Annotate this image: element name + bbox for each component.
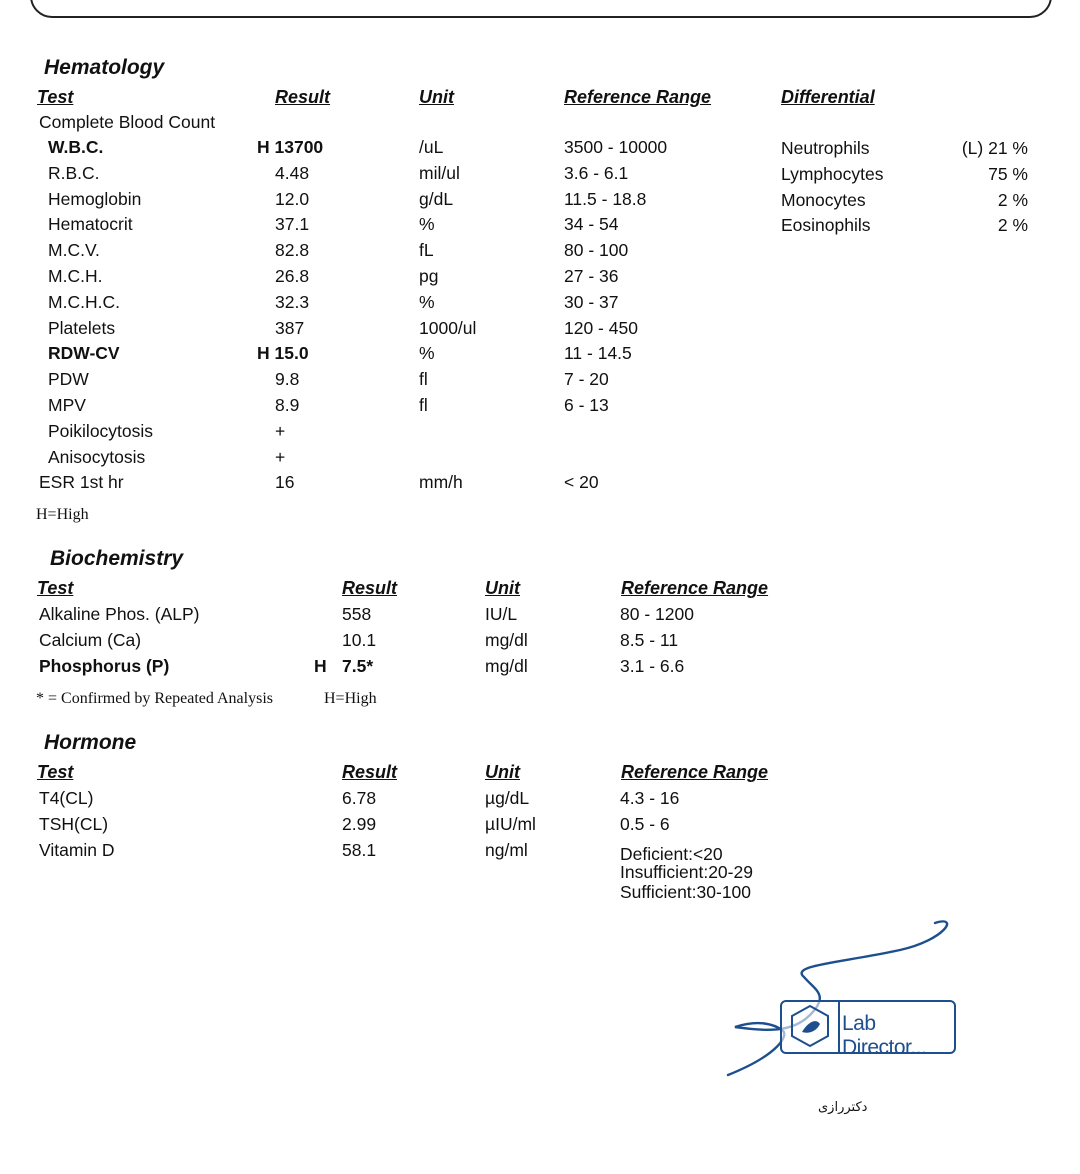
esr-result: 16 <box>275 472 295 492</box>
hema-range: 6 - 13 <box>564 395 609 415</box>
hema-result: H 13700 <box>257 137 324 157</box>
hema-high-note: H=High <box>36 506 89 523</box>
hema-result: 387 <box>275 317 305 338</box>
vitd-range-insufficient: Insufficient:20-29 <box>620 862 753 882</box>
bio-unit: mg/dl <box>485 656 528 676</box>
hema-unit: fl <box>419 369 428 390</box>
hema-test: Anisocytosis <box>48 446 146 467</box>
hema-test: Poikilocytosis <box>48 420 154 441</box>
stamp-text: Lab Director... <box>842 1012 927 1059</box>
hema-result: 82.8 <box>275 240 310 261</box>
hormone-test: T4(CL) <box>39 788 94 808</box>
hema-unit: /uL <box>419 137 444 157</box>
hema-result: H 15.0 <box>257 343 309 364</box>
hema-unit: % <box>419 291 435 312</box>
differential-name: Neutrophils <box>781 138 870 158</box>
bio-test: Alkaline Phos. (ALP) <box>39 604 200 624</box>
hormone-header-result: Result <box>342 762 398 782</box>
esr-range: < 20 <box>564 472 599 492</box>
bio-range: 8.5 - 11 <box>620 630 679 650</box>
differential-name: Monocytes <box>781 189 866 210</box>
bio-result: 10.1 <box>342 630 377 650</box>
differential-value: 2 % <box>997 189 1028 210</box>
hema-range: 3.6 - 6.1 <box>564 162 629 183</box>
hema-result: 4.48 <box>275 162 310 183</box>
differential-value: (L) 21 % <box>961 138 1028 158</box>
hema-range: 11.5 - 18.8 <box>564 188 647 209</box>
vitd-range-sufficient: Sufficient:30-100 <box>620 882 752 902</box>
bio-header-test: Test <box>37 578 74 598</box>
bio-high-note: H=High <box>324 690 377 707</box>
confirmed-note: * = Confirmed by Repeated Analysis <box>36 690 273 707</box>
hema-result: 12.0 <box>275 188 310 209</box>
bio-header-result: Result <box>342 578 398 598</box>
hema-header-range: Reference Range <box>564 87 712 107</box>
hormone-header-range: Reference Range <box>621 762 769 782</box>
hormone-result: 2.99 <box>342 814 377 834</box>
hema-result: 9.8 <box>275 369 300 390</box>
hema-header-result: Result <box>275 87 331 107</box>
differential-name: Eosinophils <box>781 215 871 236</box>
hema-unit: % <box>419 214 435 235</box>
hema-header-test: Test <box>37 87 74 107</box>
header-frame <box>30 0 1052 18</box>
hormone-test: Vitamin D <box>39 840 115 860</box>
hormone-unit: µIU/ml <box>485 814 536 834</box>
bio-range: 80 - 1200 <box>620 604 694 624</box>
bio-header-unit: Unit <box>485 578 520 598</box>
biochemistry-title: Biochemistry <box>50 547 184 570</box>
differential-value: 2 % <box>997 215 1028 236</box>
hormone-title: Hormone <box>44 731 137 754</box>
hema-header-unit: Unit <box>419 87 454 107</box>
hormone-range: Deficient:<20 <box>620 844 723 864</box>
hema-test: RDW-CV <box>48 343 120 364</box>
bio-test: Calcium (Ca) <box>39 630 142 650</box>
hema-test: M.C.H. <box>48 266 103 286</box>
bio-unit: IU/L <box>485 604 518 624</box>
hema-test: Hematocrit <box>48 214 133 235</box>
bio-unit: mg/dl <box>485 630 528 650</box>
hema-unit: mil/ul <box>419 162 460 183</box>
hormone-header-test: Test <box>37 762 74 782</box>
differential-name: Lymphocytes <box>781 163 884 184</box>
bio-header-range: Reference Range <box>621 578 769 598</box>
bio-test: Phosphorus (P) <box>39 656 170 676</box>
bio-result: 558 <box>342 604 372 624</box>
hema-test: W.B.C. <box>48 137 104 157</box>
hema-test: MPV <box>48 395 86 415</box>
hema-range: 80 - 100 <box>564 240 629 261</box>
hematology-title: Hematology <box>44 56 165 79</box>
hormone-unit: ng/ml <box>485 840 528 860</box>
hema-range: 11 - 14.5 <box>564 343 632 364</box>
esr-unit: mm/h <box>419 472 463 492</box>
lab-logo-icon <box>782 1002 840 1052</box>
hema-result: 26.8 <box>275 266 310 286</box>
hema-test: R.B.C. <box>48 162 100 183</box>
hema-unit: g/dL <box>419 188 454 209</box>
hema-range: 120 - 450 <box>564 317 638 338</box>
hema-result: + <box>275 446 286 467</box>
signatory-name: دکتررازی <box>818 1100 868 1115</box>
bio-flag: H <box>314 656 327 676</box>
hormone-result: 58.1 <box>342 840 377 860</box>
hema-unit: pg <box>419 266 439 286</box>
hema-unit: fL <box>419 240 434 261</box>
hema-range: 27 - 36 <box>564 266 619 286</box>
hema-header-differential: Differential <box>781 87 875 107</box>
hema-result: 37.1 <box>275 214 310 235</box>
hormone-range: 0.5 - 6 <box>620 814 670 834</box>
bio-range: 3.1 - 6.6 <box>620 656 685 676</box>
hema-result: + <box>275 420 286 441</box>
hema-test: PDW <box>48 369 89 390</box>
hema-unit: % <box>419 343 435 364</box>
hema-test: Hemoglobin <box>48 188 142 209</box>
hormone-result: 6.78 <box>342 788 377 808</box>
hema-test: M.C.V. <box>48 240 100 261</box>
cbc-group-label: Complete Blood Count <box>39 112 216 132</box>
hormone-header-unit: Unit <box>485 762 520 782</box>
hormone-range: 4.3 - 16 <box>620 788 680 808</box>
differential-value: 75 % <box>988 163 1028 184</box>
hema-unit: fl <box>419 395 428 415</box>
hema-unit: 1000/ul <box>419 317 477 338</box>
hema-test: Platelets <box>48 317 116 338</box>
hormone-unit: µg/dL <box>485 788 530 808</box>
lab-director-stamp <box>780 1000 956 1059</box>
hema-range: 3500 - 10000 <box>564 137 668 157</box>
hema-result: 32.3 <box>275 291 310 312</box>
esr-test: ESR 1st hr <box>39 472 124 492</box>
hormone-test: TSH(CL) <box>39 814 109 834</box>
hema-range: 34 - 54 <box>564 214 619 235</box>
bio-result: 7.5* <box>342 656 374 676</box>
hema-range: 30 - 37 <box>564 291 619 312</box>
hema-range: 7 - 20 <box>564 369 609 390</box>
hema-result: 8.9 <box>275 395 300 415</box>
hema-test: M.C.H.C. <box>48 291 120 312</box>
